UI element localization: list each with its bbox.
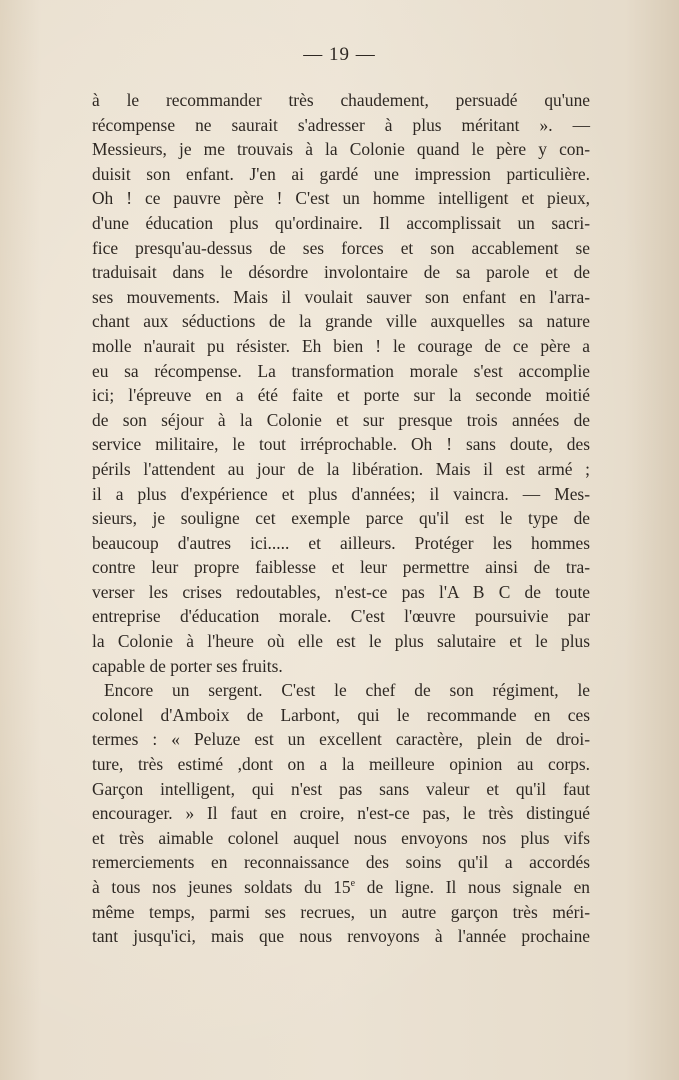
text-line-content: entreprise d'éducation morale. C'est l'œuvre poursuivie par [92,606,590,627]
text-line-content: beaucoup d'autres ici..... et ailleurs. Protéger les hommes [92,532,590,553]
text-line-content: la Colonie à l'heure où elle est le plus salutaire et le plus [92,631,590,652]
text-line [92,826,590,851]
text-line [92,260,590,285]
text-line [92,137,590,162]
text-line [92,777,590,802]
text-line [92,359,590,384]
text-line-content: service militaire, le tout irréprochable. Oh ! sans doute, des [92,434,590,455]
text-line [92,113,590,138]
text-line-content: et très aimable colonel auquel nous envoyons nos plus vifs [92,827,590,848]
text-line [92,457,590,482]
text-line-content: chant aux séductions de la grande ville auxquelles sa nature [92,311,590,332]
text-line [92,654,590,679]
text-line-content: encourager. » Il faut en croire, n'est-ce pas, le très distingué [92,803,590,824]
text-line-content: de son séjour à la Colonie et sur presque trois années de [92,409,590,430]
text-line [92,875,590,900]
text-line [92,88,590,113]
text-line-content: ture, très estimé ,dont on a la meilleure opinion au corps. [92,754,590,775]
text-line-content: fice presqu'au-dessus de ses forces et son accablement se [92,237,590,258]
text-line [92,162,590,187]
text-line-content: à tous nos jeunes soldats du 15 [92,877,351,897]
text-line [92,482,590,507]
text-line [92,678,590,703]
text-line [92,506,590,531]
text-line [92,727,590,752]
text-line [92,211,590,236]
text-line-content: traduisait dans le désordre involontaire de sa parole et de [92,262,590,283]
text-line-content: remerciements en reconnaissance des soins qu'il a accordés [92,852,590,873]
text-line-content: à le recommander très chaudement, persuadé qu'une [92,90,590,110]
text-line-content: ses mouvements. Mais il voulait sauver son enfant en l'arra- [92,286,590,307]
text-line [92,900,590,925]
text-line [92,408,590,433]
page-number: — 19 — [303,44,376,65]
text-line [92,334,590,359]
text-line-content: Oh ! ce pauvre père ! C'est un homme intelligent et pieux, [92,188,590,209]
text-line-content: périls l'attendent au jour de la libération. Mais il est armé ; [92,458,590,479]
text-line [92,629,590,654]
text-line-content: il a plus d'expérience et plus d'années; il vaincra. — Mes- [92,483,590,504]
text-line-content: duisit son enfant. J'en ai gardé une impression particulière. [92,163,590,184]
text-line-content: eu sa récompense. La transformation morale s'est accomplie [92,360,590,381]
text-line [92,580,590,605]
ordinal-superscript: e [350,878,356,890]
text-line-content: Encore un sergent. C'est le chef de son régiment, le [104,680,590,701]
text-line-content: d'une éducation plus qu'ordinaire. Il accomplissait un sacri- [92,212,590,233]
text-line [92,924,590,949]
text-line [92,383,590,408]
text-line-content: contre leur propre faiblesse et leur permettre ainsi de tra- [92,557,590,578]
text-line-content: capable de porter ses fruits. [92,655,283,676]
text-line-content: tant jusqu'ici, mais que nous renvoyons à l'année prochaine [92,926,590,947]
text-line [92,236,590,261]
text-line [92,801,590,826]
text-line-content: récompense ne saurait s'adresser à plus méritant ». — [92,114,590,135]
text-line-content: ici; l'épreuve en a été faite et porte sur la seconde moitié [92,385,590,406]
text-line-content: molle n'aurait pu résister. Eh bien ! le courage de ce père a [92,335,590,356]
text-line-content: Messieurs, je me trouvais à la Colonie quand le père y con- [92,139,590,160]
text-line-content: colonel d'Amboix de Larbont, qui le recommande en ces [92,704,590,725]
text-line-content: Garçon intelligent, qui n'est pas sans valeur et qu'il faut [92,778,590,799]
text-line [92,309,590,334]
text-line [92,850,590,875]
text-line-content: verser les crises redoutables, n'est-ce pas l'A B C de toute [92,581,590,602]
text-line-content: même temps, parmi ses recrues, un autre garçon très méri- [92,901,590,922]
text-line [92,531,590,556]
text-line [92,555,590,580]
text-line-continuation: de ligne. Il nous signale en [355,877,590,897]
text-line [92,752,590,777]
text-line [92,186,590,211]
text-line-content: termes : « Peluze est un excellent caractère, plein de droi- [92,729,590,750]
text-line [92,604,590,629]
body-text [92,88,590,949]
text-line [92,285,590,310]
text-line [92,703,590,728]
text-line-content: sieurs, je souligne cet exemple parce qu'il est le type de [92,508,590,529]
text-line [92,432,590,457]
